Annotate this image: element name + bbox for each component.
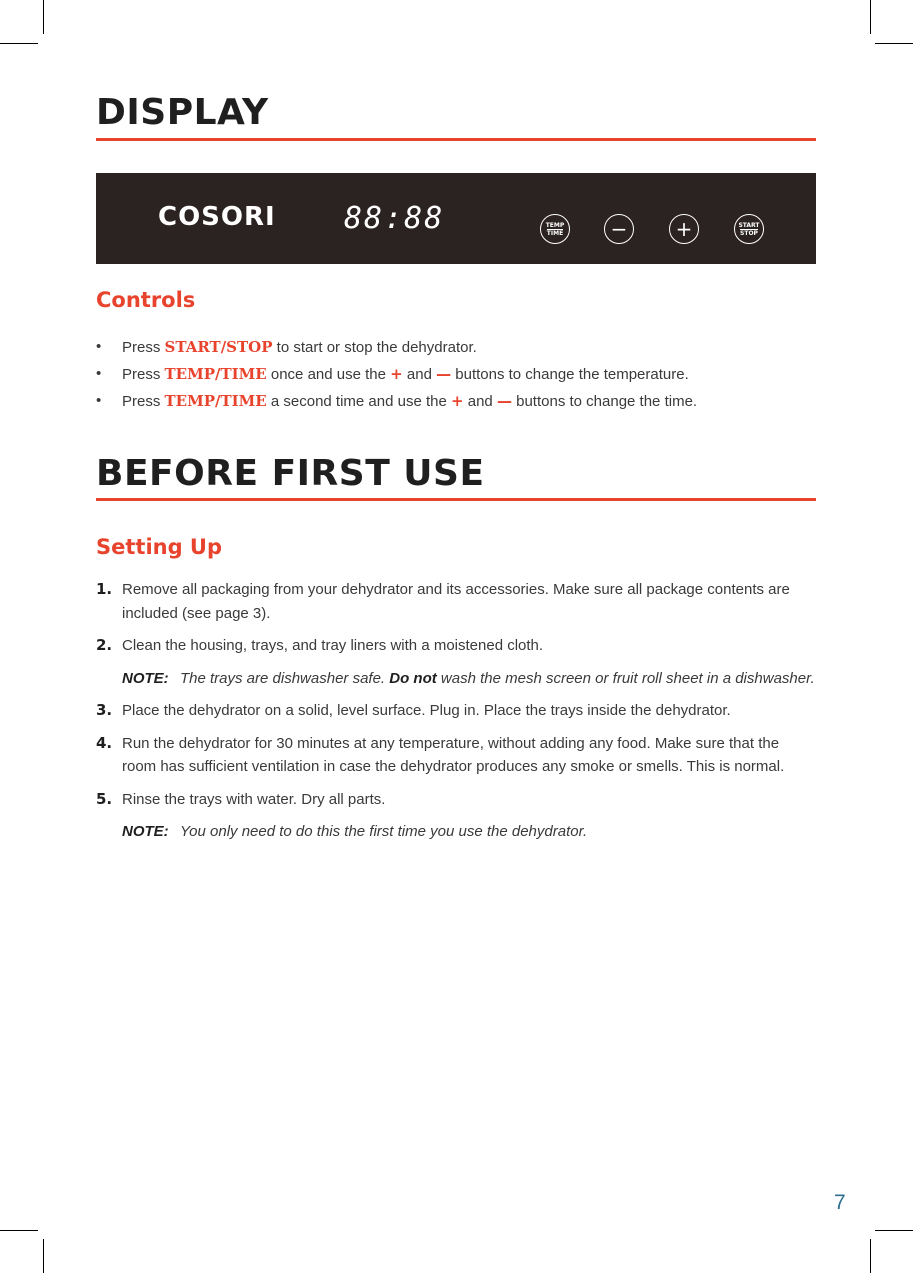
heading-rule — [96, 138, 816, 141]
brand-logo: COSORI — [158, 202, 276, 232]
text: a second time and use the — [266, 393, 451, 410]
note-text: You only need to do this the first time you use the dehydrator. — [180, 823, 588, 840]
list-item — [96, 361, 697, 388]
plus-icon: + — [390, 365, 403, 383]
text: buttons to change the temperature. — [451, 366, 689, 383]
note-text: The trays are dishwasher safe. — [180, 669, 390, 687]
temp-time-button-icon — [540, 214, 570, 244]
keyword: TEMP/TIME — [164, 392, 267, 410]
step-number: 4. — [96, 733, 113, 752]
minus-icon: — — [496, 392, 512, 410]
control-panel-illustration — [96, 173, 816, 264]
note-label: NOTE: — [122, 669, 169, 687]
text: Press — [122, 393, 165, 410]
text: once and use the — [266, 366, 391, 383]
step-text: Place the dehydrator on a solid, level surface. Plug in. Place the trays inside the dehydrator. — [122, 702, 731, 719]
text: buttons to change the time. — [511, 393, 698, 410]
controls-list — [96, 334, 697, 415]
minus-button-icon — [604, 214, 634, 244]
list-item — [96, 788, 816, 812]
text: Press — [122, 339, 165, 356]
bullet: • — [96, 392, 102, 409]
controls-heading: Controls — [96, 288, 196, 312]
bullet: • — [96, 338, 102, 355]
text: to start or stop the dehydrator. — [272, 339, 477, 356]
crop-mark — [870, 1239, 871, 1273]
stop-label: STOP — [740, 229, 758, 237]
minus-icon: — — [436, 365, 452, 383]
minus-icon: − — [610, 216, 628, 241]
step-number: 5. — [96, 789, 113, 808]
step-number: 3. — [96, 701, 113, 719]
temp-label: TEMP — [545, 221, 565, 229]
heading-rule — [96, 498, 816, 501]
note — [96, 667, 816, 691]
time-label: TIME — [546, 229, 564, 237]
bullet: • — [96, 365, 102, 382]
note — [96, 820, 816, 844]
keyword: TEMP/TIME — [164, 365, 267, 383]
text: Press — [122, 366, 165, 383]
list-item — [96, 388, 697, 415]
plus-button-icon — [669, 214, 699, 244]
list-item — [96, 578, 816, 625]
step-number: 2. — [96, 636, 113, 654]
list-item — [96, 334, 697, 361]
list-item — [96, 699, 816, 723]
before-first-use-heading: BEFORE FIRST USE — [96, 453, 485, 494]
setting-up-heading: Setting Up — [96, 535, 223, 559]
list-item — [96, 732, 816, 779]
step-text: Remove all packaging from your dehydrator and its accessories. Make sure all package contents are included (see page 3). — [122, 581, 790, 622]
text: and — [402, 366, 437, 383]
start-stop-button-icon — [734, 214, 764, 244]
plus-icon: + — [675, 216, 693, 241]
step-text: Run the dehydrator for 30 minutes at any temperature, without adding any food. Make sure that the room has sufficient ventilation in case the dehydrator produces any smoke or smells. This is normal. — [122, 734, 785, 775]
plus-icon: + — [451, 392, 464, 410]
crop-mark — [875, 43, 913, 44]
keyword: START/STOP — [164, 338, 273, 356]
digital-readout: 88:88 — [344, 201, 445, 236]
setting-up-steps — [96, 578, 816, 853]
step-text: Clean the housing, trays, and tray liners with a moistened cloth. — [122, 637, 544, 654]
crop-mark — [870, 0, 871, 34]
crop-mark — [43, 0, 44, 34]
list-item — [96, 634, 816, 658]
crop-mark — [0, 1230, 38, 1231]
text: and — [463, 393, 497, 410]
crop-mark — [0, 43, 38, 44]
display-heading: DISPLAY — [96, 92, 269, 133]
page-number: 7 — [834, 1191, 846, 1214]
start-label: START — [738, 221, 760, 229]
note-text: wash the mesh screen or fruit roll sheet in a dishwasher. — [436, 669, 815, 687]
step-text: Rinse the trays with water. Dry all parts. — [122, 790, 386, 808]
step-number: 1. — [96, 580, 113, 598]
note-emphasis: Do not — [389, 669, 437, 687]
note-label: NOTE: — [122, 823, 169, 840]
crop-mark — [43, 1239, 44, 1273]
crop-mark — [875, 1230, 913, 1231]
